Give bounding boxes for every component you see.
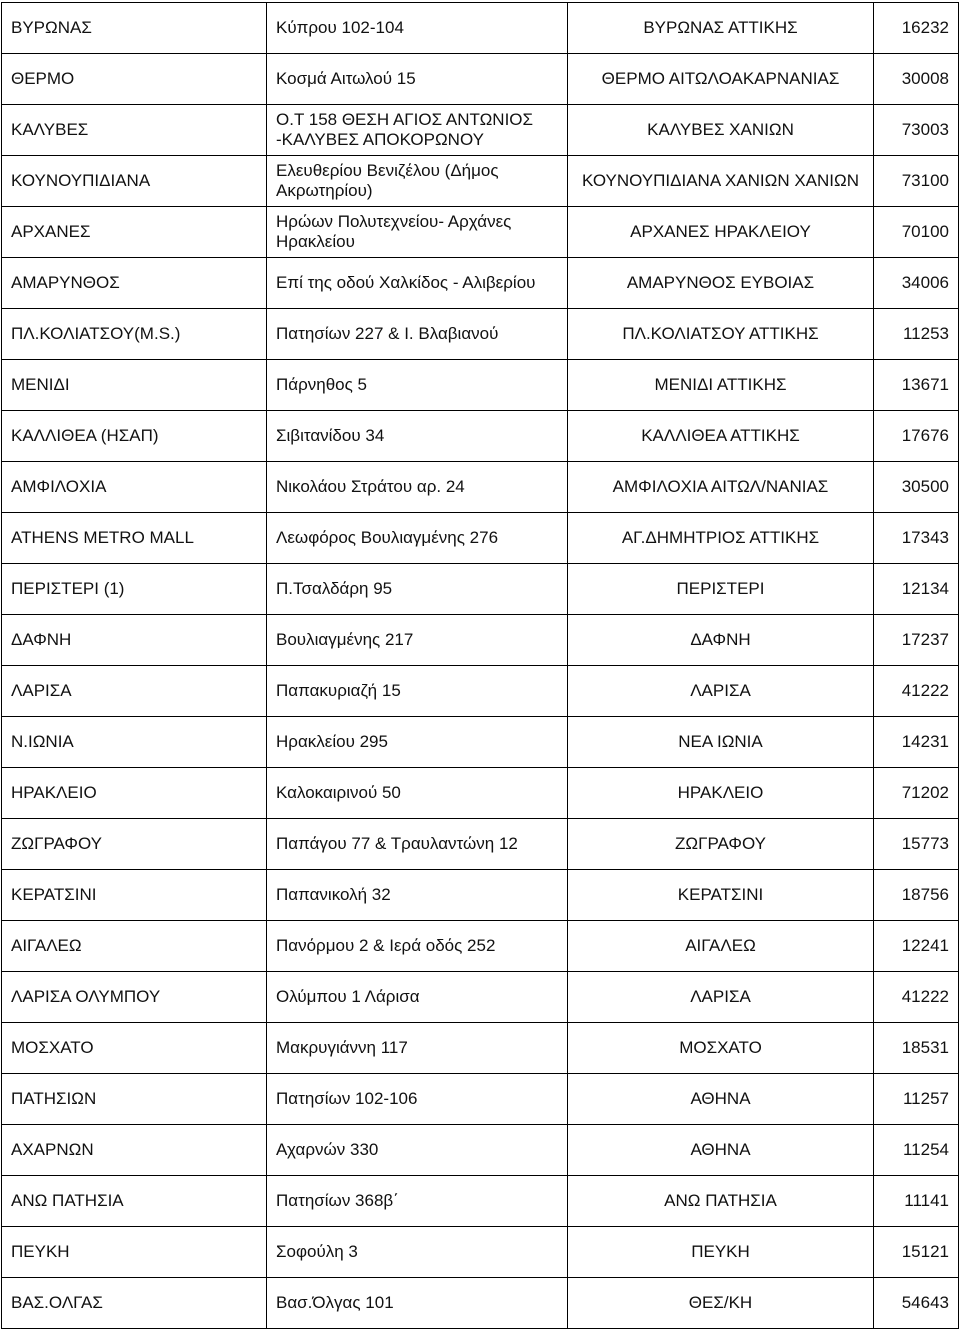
table-row <box>2 615 959 666</box>
city-cell: ΛΑΡΙΣΑ <box>568 666 874 717</box>
city-cell: ΘΕΣ/ΚΗ <box>568 1278 874 1329</box>
table-row <box>2 1176 959 1227</box>
street-cell: Παπακυριαζή 15 <box>267 666 568 717</box>
zip-cell: 11254 <box>874 1125 959 1176</box>
table-row <box>2 54 959 105</box>
street-cell: Νικολάου Στράτου αρ. 24 <box>267 462 568 513</box>
zip-cell: 41222 <box>874 666 959 717</box>
zip-cell: 18531 <box>874 1023 959 1074</box>
table-row <box>2 156 959 207</box>
area-cell: ΚΑΛΥΒΕΣ <box>2 105 267 156</box>
street-cell: Πατησίων 102-106 <box>267 1074 568 1125</box>
city-cell: ΗΡΑΚΛΕΙΟ <box>568 768 874 819</box>
street-cell: Κοσμά Αιτωλού 15 <box>267 54 568 105</box>
area-cell: ΛΑΡΙΣΑ <box>2 666 267 717</box>
table-row <box>2 768 959 819</box>
area-cell: ΑΜΑΡΥΝΘΟΣ <box>2 258 267 309</box>
table-row <box>2 207 959 258</box>
city-cell: ΜΟΣΧΑΤΟ <box>568 1023 874 1074</box>
street-cell: Σιβιτανίδου 34 <box>267 411 568 462</box>
zip-cell: 12241 <box>874 921 959 972</box>
zip-cell: 54643 <box>874 1278 959 1329</box>
address-table-body <box>2 3 959 1329</box>
street-cell: Πανόρμου 2 & Ιερά οδός 252 <box>267 921 568 972</box>
area-cell: ΖΩΓΡΑΦΟΥ <box>2 819 267 870</box>
zip-cell: 30500 <box>874 462 959 513</box>
area-cell: ΠΑΤΗΣΙΩΝ <box>2 1074 267 1125</box>
area-cell: ΠΕΡΙΣΤΕΡΙ (1) <box>2 564 267 615</box>
city-cell: ΠΕΥΚΗ <box>568 1227 874 1278</box>
street-cell: Αχαρνών 330 <box>267 1125 568 1176</box>
table-row <box>2 309 959 360</box>
area-cell: ΛΑΡΙΣΑ ΟΛΥΜΠΟΥ <box>2 972 267 1023</box>
zip-cell: 11253 <box>874 309 959 360</box>
area-cell: ΑΙΓΑΛΕΩ <box>2 921 267 972</box>
table-row <box>2 1074 959 1125</box>
area-cell: ΠΕΥΚΗ <box>2 1227 267 1278</box>
city-cell: ΑΘΗΝΑ <box>568 1074 874 1125</box>
area-cell: ΔΑΦΝΗ <box>2 615 267 666</box>
zip-cell: 17676 <box>874 411 959 462</box>
street-cell: Καλοκαιρινού 50 <box>267 768 568 819</box>
area-cell: ΒΥΡΩΝΑΣ <box>2 3 267 54</box>
area-cell: ΜΟΣΧΑΤΟ <box>2 1023 267 1074</box>
table-row <box>2 105 959 156</box>
zip-cell: 15773 <box>874 819 959 870</box>
zip-cell: 30008 <box>874 54 959 105</box>
zip-cell: 17237 <box>874 615 959 666</box>
city-cell: ΑΡΧΑΝΕΣ ΗΡΑΚΛΕΙΟΥ <box>568 207 874 258</box>
street-cell: Ελευθερίου Βενιζέλου (Δήμος Ακρωτηρίου) <box>267 156 568 207</box>
table-row <box>2 1125 959 1176</box>
street-cell: Ολύμπου 1 Λάρισα <box>267 972 568 1023</box>
street-cell: Λεωφόρος Βουλιαγμένης 276 <box>267 513 568 564</box>
city-cell: ΝΕΑ ΙΩΝΙΑ <box>568 717 874 768</box>
zip-cell: 70100 <box>874 207 959 258</box>
city-cell: ΑΙΓΑΛΕΩ <box>568 921 874 972</box>
zip-cell: 41222 <box>874 972 959 1023</box>
city-cell: ΒΥΡΩΝΑΣ ΑΤΤΙΚΗΣ <box>568 3 874 54</box>
table-row <box>2 462 959 513</box>
address-table <box>1 2 959 1329</box>
street-cell: Επί της οδού Χαλκίδος - Αλιβερίου <box>267 258 568 309</box>
table-row <box>2 360 959 411</box>
table-row <box>2 564 959 615</box>
table-row <box>2 921 959 972</box>
city-cell: ΠΕΡΙΣΤΕΡΙ <box>568 564 874 615</box>
area-cell: ΑΝΩ ΠΑΤΗΣΙΑ <box>2 1176 267 1227</box>
table-row <box>2 717 959 768</box>
area-cell: ATHENS METRO MALL <box>2 513 267 564</box>
table-row <box>2 513 959 564</box>
area-cell: ΚΑΛΛΙΘΕΑ (ΗΣΑΠ) <box>2 411 267 462</box>
table-row <box>2 1278 959 1329</box>
city-cell: ΚΑΛΥΒΕΣ ΧΑΝΙΩΝ <box>568 105 874 156</box>
city-cell: ΑΘΗΝΑ <box>568 1125 874 1176</box>
street-cell: Μακρυγιάννη 117 <box>267 1023 568 1074</box>
area-cell: ΚΕΡΑΤΣΙΝΙ <box>2 870 267 921</box>
street-cell: Παπανικολή 32 <box>267 870 568 921</box>
street-cell: Π.Τσαλδάρη 95 <box>267 564 568 615</box>
zip-cell: 14231 <box>874 717 959 768</box>
table-row <box>2 411 959 462</box>
city-cell: ΠΛ.ΚΟΛΙΑΤΣΟΥ ΑΤΤΙΚΗΣ <box>568 309 874 360</box>
table-row <box>2 819 959 870</box>
city-cell: ΜΕΝΙΔΙ ΑΤΤΙΚΗΣ <box>568 360 874 411</box>
zip-cell: 17343 <box>874 513 959 564</box>
table-row <box>2 3 959 54</box>
zip-cell: 71202 <box>874 768 959 819</box>
zip-cell: 11257 <box>874 1074 959 1125</box>
zip-cell: 18756 <box>874 870 959 921</box>
area-cell: ΘΕΡΜΟ <box>2 54 267 105</box>
zip-cell: 16232 <box>874 3 959 54</box>
city-cell: ΖΩΓΡΑΦΟΥ <box>568 819 874 870</box>
table-row <box>2 870 959 921</box>
zip-cell: 34006 <box>874 258 959 309</box>
zip-cell: 11141 <box>874 1176 959 1227</box>
area-cell: ΑΜΦΙΛΟΧΙΑ <box>2 462 267 513</box>
zip-cell: 12134 <box>874 564 959 615</box>
zip-cell: 73003 <box>874 105 959 156</box>
city-cell: ΘΕΡΜΟ ΑΙΤΩΛΟΑΚΑΡΝΑΝΙΑΣ <box>568 54 874 105</box>
city-cell: ΔΑΦΝΗ <box>568 615 874 666</box>
zip-cell: 13671 <box>874 360 959 411</box>
area-cell: ΠΛ.ΚΟΛΙΑΤΣΟΥ(Μ.S.) <box>2 309 267 360</box>
city-cell: ΑΜΑΡΥΝΘΟΣ ΕΥΒΟΙΑΣ <box>568 258 874 309</box>
street-cell: Ο.Τ 158 ΘΕΣΗ ΑΓΙΟΣ ΑΝΤΩΝΙΟΣ -ΚΑΛΥΒΕΣ ΑΠΟΚΟΡΩΝΟΥ <box>267 105 568 156</box>
city-cell: ΑΝΩ ΠΑΤΗΣΙΑ <box>568 1176 874 1227</box>
zip-cell: 73100 <box>874 156 959 207</box>
street-cell: Πατησίων 227 & Ι. Βλαβιανού <box>267 309 568 360</box>
area-cell: ΚΟΥΝΟΥΠΙΔΙΑΝΑ <box>2 156 267 207</box>
street-cell: Βασ.Όλγας 101 <box>267 1278 568 1329</box>
city-cell: ΛΑΡΙΣΑ <box>568 972 874 1023</box>
city-cell: ΚΕΡΑΤΣΙΝΙ <box>568 870 874 921</box>
area-cell: ΗΡΑΚΛΕΙΟ <box>2 768 267 819</box>
street-cell: Πάρνηθος 5 <box>267 360 568 411</box>
table-row <box>2 258 959 309</box>
zip-cell: 15121 <box>874 1227 959 1278</box>
area-cell: ΒΑΣ.ΟΛΓΑΣ <box>2 1278 267 1329</box>
street-cell: Κύπρου 102-104 <box>267 3 568 54</box>
area-cell: ΑΧΑΡΝΩΝ <box>2 1125 267 1176</box>
street-cell: Ηρώων Πολυτεχνείου- Αρχάνες Ηρακλείου <box>267 207 568 258</box>
table-row <box>2 1227 959 1278</box>
table-row <box>2 666 959 717</box>
area-cell: ΑΡΧΑΝΕΣ <box>2 207 267 258</box>
city-cell: ΚΟΥΝΟΥΠΙΔΙΑΝΑ ΧΑΝΙΩΝ ΧΑΝΙΩΝ <box>568 156 874 207</box>
area-cell: Ν.ΙΩΝΙΑ <box>2 717 267 768</box>
street-cell: Βουλιαγμένης 217 <box>267 615 568 666</box>
city-cell: ΑΜΦΙΛΟΧΙΑ ΑΙΤΩΛ/ΝΑΝΙΑΣ <box>568 462 874 513</box>
table-row <box>2 1023 959 1074</box>
street-cell: Ηρακλείου 295 <box>267 717 568 768</box>
street-cell: Πατησίων 368β΄ <box>267 1176 568 1227</box>
street-cell: Παπάγου 77 & Τραυλαντώνη 12 <box>267 819 568 870</box>
table-row <box>2 972 959 1023</box>
street-cell: Σοφούλη 3 <box>267 1227 568 1278</box>
area-cell: ΜΕΝΙΔΙ <box>2 360 267 411</box>
city-cell: ΑΓ.ΔΗΜΗΤΡΙΟΣ ΑΤΤΙΚΗΣ <box>568 513 874 564</box>
city-cell: ΚΑΛΛΙΘΕΑ ΑΤΤΙΚΗΣ <box>568 411 874 462</box>
